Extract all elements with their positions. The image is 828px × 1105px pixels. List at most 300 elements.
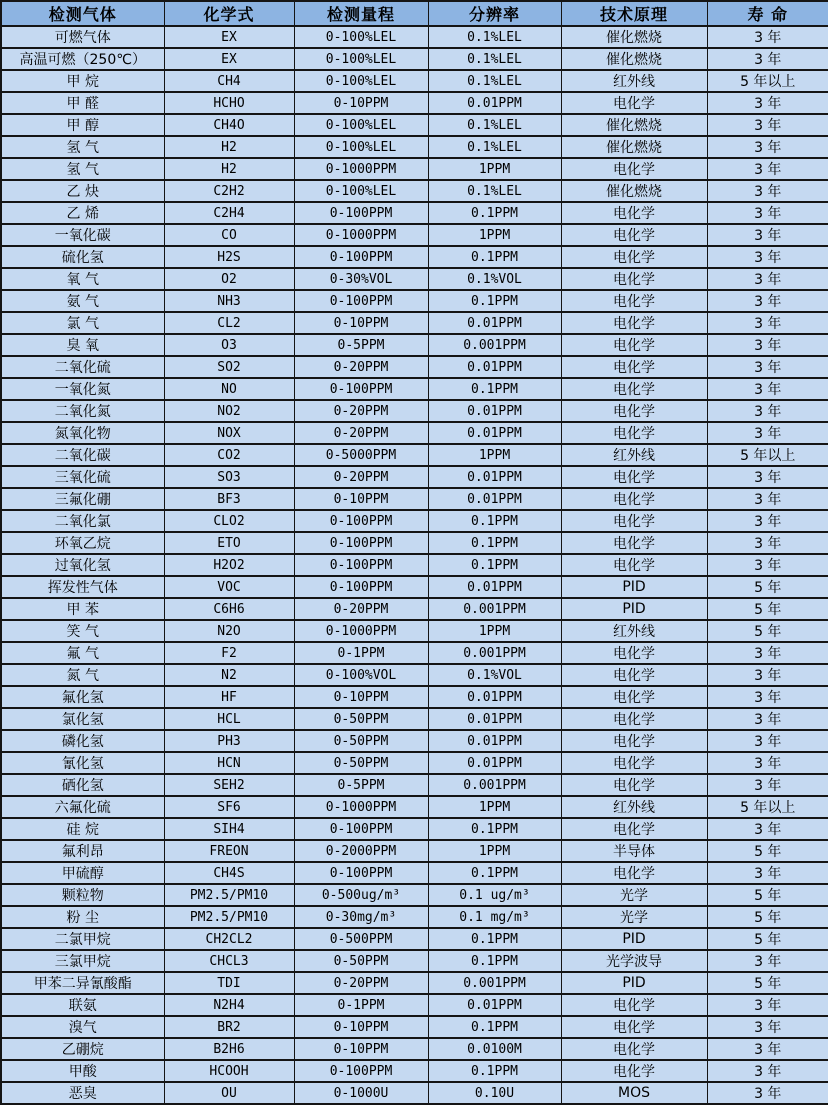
table-body	[1, 26, 828, 1104]
cell-principle: MOS	[561, 1082, 707, 1104]
table-row	[1, 378, 828, 400]
cell-lifespan: 3 年	[707, 1060, 828, 1082]
cell-gas: 氯化氢	[1, 708, 164, 730]
cell-gas: 氢 气	[1, 158, 164, 180]
cell-principle: 电化学	[561, 752, 707, 774]
cell-lifespan: 3 年	[707, 290, 828, 312]
table-row	[1, 1038, 828, 1060]
cell-gas: 硒化氢	[1, 774, 164, 796]
cell-principle: PID	[561, 576, 707, 598]
cell-lifespan: 3 年	[707, 510, 828, 532]
table-row	[1, 708, 828, 730]
cell-formula: BR2	[164, 1016, 294, 1038]
cell-resolution: 0.1 mg/m³	[428, 906, 561, 928]
cell-principle: 电化学	[561, 268, 707, 290]
cell-resolution: 0.1%VOL	[428, 268, 561, 290]
cell-lifespan: 3 年	[707, 686, 828, 708]
cell-lifespan: 3 年	[707, 400, 828, 422]
cell-lifespan: 5 年	[707, 906, 828, 928]
cell-resolution: 0.01PPM	[428, 708, 561, 730]
cell-range: 0-30%VOL	[294, 268, 428, 290]
table-row	[1, 422, 828, 444]
cell-range: 0-100PPM	[294, 862, 428, 884]
cell-resolution: 0.01PPM	[428, 466, 561, 488]
cell-principle: 电化学	[561, 532, 707, 554]
cell-range: 0-100%LEL	[294, 180, 428, 202]
cell-lifespan: 3 年	[707, 48, 828, 70]
cell-range: 0-500PPM	[294, 928, 428, 950]
cell-range: 0-100PPM	[294, 576, 428, 598]
cell-gas: 甲 醛	[1, 92, 164, 114]
cell-principle: 催化燃烧	[561, 136, 707, 158]
cell-lifespan: 3 年	[707, 862, 828, 884]
cell-lifespan: 3 年	[707, 532, 828, 554]
cell-range: 0-20PPM	[294, 422, 428, 444]
cell-lifespan: 5 年以上	[707, 70, 828, 92]
cell-resolution: 0.1%LEL	[428, 114, 561, 136]
cell-range: 0-1000PPM	[294, 158, 428, 180]
cell-lifespan: 5 年	[707, 884, 828, 906]
cell-range: 0-20PPM	[294, 400, 428, 422]
cell-lifespan: 3 年	[707, 664, 828, 686]
cell-lifespan: 3 年	[707, 334, 828, 356]
cell-gas: 氟利昂	[1, 840, 164, 862]
cell-formula: BF3	[164, 488, 294, 510]
table-row	[1, 642, 828, 664]
cell-range: 0-50PPM	[294, 950, 428, 972]
cell-resolution: 1PPM	[428, 444, 561, 466]
cell-resolution: 1PPM	[428, 158, 561, 180]
cell-range: 0-10PPM	[294, 312, 428, 334]
table-row	[1, 928, 828, 950]
cell-gas: 粉 尘	[1, 906, 164, 928]
cell-resolution: 0.1PPM	[428, 1060, 561, 1082]
cell-principle: 电化学	[561, 510, 707, 532]
table-row	[1, 1016, 828, 1038]
cell-principle: 电化学	[561, 224, 707, 246]
cell-resolution: 0.01PPM	[428, 312, 561, 334]
cell-gas: 氮 气	[1, 664, 164, 686]
cell-range: 0-20PPM	[294, 598, 428, 620]
table-row	[1, 950, 828, 972]
cell-lifespan: 3 年	[707, 246, 828, 268]
cell-formula: EX	[164, 26, 294, 48]
cell-principle: 催化燃烧	[561, 26, 707, 48]
table-row	[1, 444, 828, 466]
cell-lifespan: 3 年	[707, 554, 828, 576]
cell-gas: 氮氧化物	[1, 422, 164, 444]
cell-lifespan: 3 年	[707, 356, 828, 378]
cell-gas: 氢 气	[1, 136, 164, 158]
table-row	[1, 752, 828, 774]
cell-formula: H2S	[164, 246, 294, 268]
cell-principle: 电化学	[561, 488, 707, 510]
cell-principle: 红外线	[561, 620, 707, 642]
column-header-formula: 化学式	[164, 1, 294, 26]
cell-resolution: 0.10U	[428, 1082, 561, 1104]
cell-principle: 光学波导	[561, 950, 707, 972]
table-row	[1, 510, 828, 532]
cell-lifespan: 3 年	[707, 268, 828, 290]
cell-formula: C6H6	[164, 598, 294, 620]
cell-resolution: 0.1 ug/m³	[428, 884, 561, 906]
table-row	[1, 356, 828, 378]
cell-range: 0-100PPM	[294, 246, 428, 268]
cell-formula: NOX	[164, 422, 294, 444]
cell-lifespan: 3 年	[707, 994, 828, 1016]
cell-gas: 六氟化硫	[1, 796, 164, 818]
cell-range: 0-100PPM	[294, 510, 428, 532]
cell-gas: 颗粒物	[1, 884, 164, 906]
cell-gas: 氨 气	[1, 290, 164, 312]
cell-range: 0-10PPM	[294, 92, 428, 114]
table-row	[1, 774, 828, 796]
cell-range: 0-1000PPM	[294, 796, 428, 818]
cell-formula: NH3	[164, 290, 294, 312]
cell-resolution: 0.1PPM	[428, 862, 561, 884]
cell-gas: 氯 气	[1, 312, 164, 334]
cell-lifespan: 3 年	[707, 488, 828, 510]
cell-range: 0-1000PPM	[294, 620, 428, 642]
cell-principle: 电化学	[561, 862, 707, 884]
cell-formula: CO2	[164, 444, 294, 466]
cell-formula: HCN	[164, 752, 294, 774]
cell-lifespan: 3 年	[707, 26, 828, 48]
table-row	[1, 334, 828, 356]
cell-formula: SEH2	[164, 774, 294, 796]
cell-formula: H2O2	[164, 554, 294, 576]
cell-formula: PM2.5/PM10	[164, 884, 294, 906]
cell-gas: 氟化氢	[1, 686, 164, 708]
cell-formula: TDI	[164, 972, 294, 994]
cell-lifespan: 5 年以上	[707, 796, 828, 818]
cell-principle: 电化学	[561, 818, 707, 840]
cell-lifespan: 5 年	[707, 598, 828, 620]
cell-range: 0-20PPM	[294, 466, 428, 488]
cell-principle: 电化学	[561, 246, 707, 268]
cell-gas: 乙 烯	[1, 202, 164, 224]
cell-principle: 电化学	[561, 334, 707, 356]
cell-resolution: 0.001PPM	[428, 774, 561, 796]
cell-lifespan: 5 年	[707, 972, 828, 994]
cell-lifespan: 3 年	[707, 158, 828, 180]
cell-formula: OU	[164, 1082, 294, 1104]
cell-gas: 二氧化氯	[1, 510, 164, 532]
cell-formula: N2H4	[164, 994, 294, 1016]
cell-principle: 电化学	[561, 708, 707, 730]
table-row	[1, 246, 828, 268]
cell-range: 0-10PPM	[294, 1016, 428, 1038]
cell-range: 0-10PPM	[294, 1038, 428, 1060]
table-row	[1, 598, 828, 620]
table-row	[1, 136, 828, 158]
cell-lifespan: 3 年	[707, 1082, 828, 1104]
cell-resolution: 0.1PPM	[428, 510, 561, 532]
cell-resolution: 0.1%VOL	[428, 664, 561, 686]
cell-formula: SIH4	[164, 818, 294, 840]
cell-principle: 电化学	[561, 158, 707, 180]
cell-resolution: 0.001PPM	[428, 642, 561, 664]
cell-principle: PID	[561, 598, 707, 620]
cell-range: 0-100PPM	[294, 818, 428, 840]
table-row	[1, 664, 828, 686]
cell-principle: 光学	[561, 906, 707, 928]
cell-principle: 电化学	[561, 378, 707, 400]
cell-range: 0-1PPM	[294, 994, 428, 1016]
cell-formula: N2	[164, 664, 294, 686]
table-row	[1, 400, 828, 422]
cell-formula: NO2	[164, 400, 294, 422]
table-row	[1, 26, 828, 48]
cell-principle: 电化学	[561, 1016, 707, 1038]
table-row	[1, 730, 828, 752]
cell-principle: 电化学	[561, 730, 707, 752]
cell-formula: PH3	[164, 730, 294, 752]
cell-formula: EX	[164, 48, 294, 70]
cell-resolution: 0.01PPM	[428, 356, 561, 378]
cell-lifespan: 3 年	[707, 312, 828, 334]
column-header-gas: 检测气体	[1, 1, 164, 26]
cell-gas: 高温可燃（250℃）	[1, 48, 164, 70]
cell-resolution: 0.01PPM	[428, 422, 561, 444]
cell-range: 0-100PPM	[294, 202, 428, 224]
cell-formula: PM2.5/PM10	[164, 906, 294, 928]
cell-formula: CHCL3	[164, 950, 294, 972]
cell-lifespan: 3 年	[707, 136, 828, 158]
cell-range: 0-1000PPM	[294, 224, 428, 246]
column-header-principle: 技术原理	[561, 1, 707, 26]
cell-gas: 二氧化氮	[1, 400, 164, 422]
cell-lifespan: 5 年	[707, 840, 828, 862]
cell-gas: 硫化氢	[1, 246, 164, 268]
cell-range: 0-100%LEL	[294, 114, 428, 136]
cell-principle: 电化学	[561, 686, 707, 708]
cell-principle: 电化学	[561, 554, 707, 576]
cell-formula: CL2	[164, 312, 294, 334]
cell-resolution: 0.1PPM	[428, 378, 561, 400]
table-row	[1, 312, 828, 334]
cell-principle: 催化燃烧	[561, 48, 707, 70]
table-row	[1, 92, 828, 114]
table-row	[1, 70, 828, 92]
cell-formula: HCHO	[164, 92, 294, 114]
table-row	[1, 268, 828, 290]
cell-principle: 红外线	[561, 70, 707, 92]
table-row	[1, 1060, 828, 1082]
header-row	[1, 1, 828, 26]
cell-lifespan: 3 年	[707, 708, 828, 730]
cell-formula: O3	[164, 334, 294, 356]
cell-gas: 环氧乙烷	[1, 532, 164, 554]
cell-range: 0-50PPM	[294, 708, 428, 730]
cell-lifespan: 3 年	[707, 774, 828, 796]
cell-resolution: 0.01PPM	[428, 752, 561, 774]
table-row	[1, 114, 828, 136]
table-row	[1, 48, 828, 70]
cell-formula: N2O	[164, 620, 294, 642]
table-row	[1, 532, 828, 554]
cell-principle: 电化学	[561, 400, 707, 422]
cell-gas: 挥发性气体	[1, 576, 164, 598]
table-row	[1, 840, 828, 862]
cell-formula: CH4O	[164, 114, 294, 136]
table-row	[1, 994, 828, 1016]
cell-principle: 光学	[561, 884, 707, 906]
cell-formula: C2H2	[164, 180, 294, 202]
cell-formula: CH4	[164, 70, 294, 92]
cell-range: 0-1PPM	[294, 642, 428, 664]
cell-range: 0-100PPM	[294, 1060, 428, 1082]
cell-lifespan: 3 年	[707, 730, 828, 752]
column-header-resolution: 分辨率	[428, 1, 561, 26]
cell-formula: H2	[164, 136, 294, 158]
cell-formula: O2	[164, 268, 294, 290]
cell-resolution: 0.1PPM	[428, 554, 561, 576]
cell-resolution: 0.0100M	[428, 1038, 561, 1060]
cell-lifespan: 3 年	[707, 92, 828, 114]
cell-formula: HCL	[164, 708, 294, 730]
cell-resolution: 1PPM	[428, 620, 561, 642]
cell-formula: CLO2	[164, 510, 294, 532]
cell-resolution: 0.01PPM	[428, 576, 561, 598]
cell-formula: C2H4	[164, 202, 294, 224]
cell-principle: 红外线	[561, 796, 707, 818]
cell-resolution: 0.001PPM	[428, 334, 561, 356]
table-row	[1, 224, 828, 246]
cell-gas: 甲 烷	[1, 70, 164, 92]
cell-gas: 恶臭	[1, 1082, 164, 1104]
cell-formula: B2H6	[164, 1038, 294, 1060]
table-row	[1, 686, 828, 708]
cell-gas: 可燃气体	[1, 26, 164, 48]
cell-resolution: 0.1%LEL	[428, 48, 561, 70]
cell-gas: 甲 苯	[1, 598, 164, 620]
cell-principle: 电化学	[561, 290, 707, 312]
cell-resolution: 1PPM	[428, 796, 561, 818]
cell-principle: 电化学	[561, 202, 707, 224]
cell-range: 0-100%LEL	[294, 26, 428, 48]
cell-gas: 三氯甲烷	[1, 950, 164, 972]
cell-principle: 电化学	[561, 642, 707, 664]
cell-gas: 甲酸	[1, 1060, 164, 1082]
cell-principle: 电化学	[561, 664, 707, 686]
cell-range: 0-100%VOL	[294, 664, 428, 686]
cell-resolution: 0.01PPM	[428, 994, 561, 1016]
cell-range: 0-5PPM	[294, 774, 428, 796]
cell-lifespan: 3 年	[707, 202, 828, 224]
table-row	[1, 466, 828, 488]
cell-gas: 臭 氧	[1, 334, 164, 356]
cell-lifespan: 3 年	[707, 224, 828, 246]
table-row	[1, 972, 828, 994]
table-row	[1, 862, 828, 884]
cell-formula: HCOOH	[164, 1060, 294, 1082]
cell-resolution: 1PPM	[428, 224, 561, 246]
cell-resolution: 0.01PPM	[428, 92, 561, 114]
cell-formula: FREON	[164, 840, 294, 862]
cell-principle: 催化燃烧	[561, 114, 707, 136]
cell-range: 0-100PPM	[294, 378, 428, 400]
cell-gas: 笑 气	[1, 620, 164, 642]
cell-principle: 红外线	[561, 444, 707, 466]
cell-gas: 联氨	[1, 994, 164, 1016]
cell-gas: 三氟化硼	[1, 488, 164, 510]
cell-lifespan: 5 年	[707, 928, 828, 950]
cell-resolution: 0.1PPM	[428, 950, 561, 972]
table-row	[1, 158, 828, 180]
cell-range: 0-2000PPM	[294, 840, 428, 862]
cell-resolution: 0.01PPM	[428, 730, 561, 752]
table-row	[1, 488, 828, 510]
cell-principle: 电化学	[561, 994, 707, 1016]
table-row	[1, 1082, 828, 1104]
cell-gas: 二氯甲烷	[1, 928, 164, 950]
cell-formula: SO3	[164, 466, 294, 488]
cell-resolution: 0.1PPM	[428, 202, 561, 224]
cell-gas: 磷化氢	[1, 730, 164, 752]
cell-gas: 二氧化硫	[1, 356, 164, 378]
cell-gas: 甲苯二异氰酸酯	[1, 972, 164, 994]
cell-formula: H2	[164, 158, 294, 180]
cell-principle: 电化学	[561, 422, 707, 444]
cell-formula: CH2CL2	[164, 928, 294, 950]
cell-formula: NO	[164, 378, 294, 400]
cell-gas: 二氧化碳	[1, 444, 164, 466]
cell-principle: 电化学	[561, 312, 707, 334]
cell-gas: 溴气	[1, 1016, 164, 1038]
cell-principle: PID	[561, 972, 707, 994]
cell-gas: 一氧化氮	[1, 378, 164, 400]
cell-range: 0-20PPM	[294, 972, 428, 994]
cell-principle: 电化学	[561, 1038, 707, 1060]
cell-principle: 电化学	[561, 1060, 707, 1082]
cell-principle: 电化学	[561, 774, 707, 796]
cell-gas: 硅 烷	[1, 818, 164, 840]
cell-range: 0-5PPM	[294, 334, 428, 356]
cell-range: 0-100PPM	[294, 554, 428, 576]
cell-gas: 甲 醇	[1, 114, 164, 136]
cell-lifespan: 3 年	[707, 1016, 828, 1038]
cell-resolution: 0.1PPM	[428, 928, 561, 950]
cell-lifespan: 3 年	[707, 378, 828, 400]
cell-range: 0-5000PPM	[294, 444, 428, 466]
cell-principle: PID	[561, 928, 707, 950]
cell-lifespan: 5 年	[707, 576, 828, 598]
cell-resolution: 0.1PPM	[428, 818, 561, 840]
cell-resolution: 1PPM	[428, 840, 561, 862]
cell-range: 0-30mg/m³	[294, 906, 428, 928]
cell-lifespan: 3 年	[707, 950, 828, 972]
cell-range: 0-10PPM	[294, 686, 428, 708]
cell-gas: 乙 炔	[1, 180, 164, 202]
cell-gas: 氧 气	[1, 268, 164, 290]
cell-range: 0-50PPM	[294, 752, 428, 774]
cell-lifespan: 3 年	[707, 422, 828, 444]
cell-resolution: 0.001PPM	[428, 972, 561, 994]
cell-range: 0-500ug/m³	[294, 884, 428, 906]
column-header-lifespan: 寿 命	[707, 1, 828, 26]
cell-resolution: 0.1PPM	[428, 290, 561, 312]
cell-lifespan: 3 年	[707, 818, 828, 840]
cell-lifespan: 3 年	[707, 114, 828, 136]
column-header-range: 检测量程	[294, 1, 428, 26]
cell-formula: SF6	[164, 796, 294, 818]
cell-resolution: 0.1%LEL	[428, 70, 561, 92]
table-row	[1, 290, 828, 312]
cell-range: 0-100%LEL	[294, 136, 428, 158]
cell-range: 0-100%LEL	[294, 48, 428, 70]
cell-range: 0-1000U	[294, 1082, 428, 1104]
